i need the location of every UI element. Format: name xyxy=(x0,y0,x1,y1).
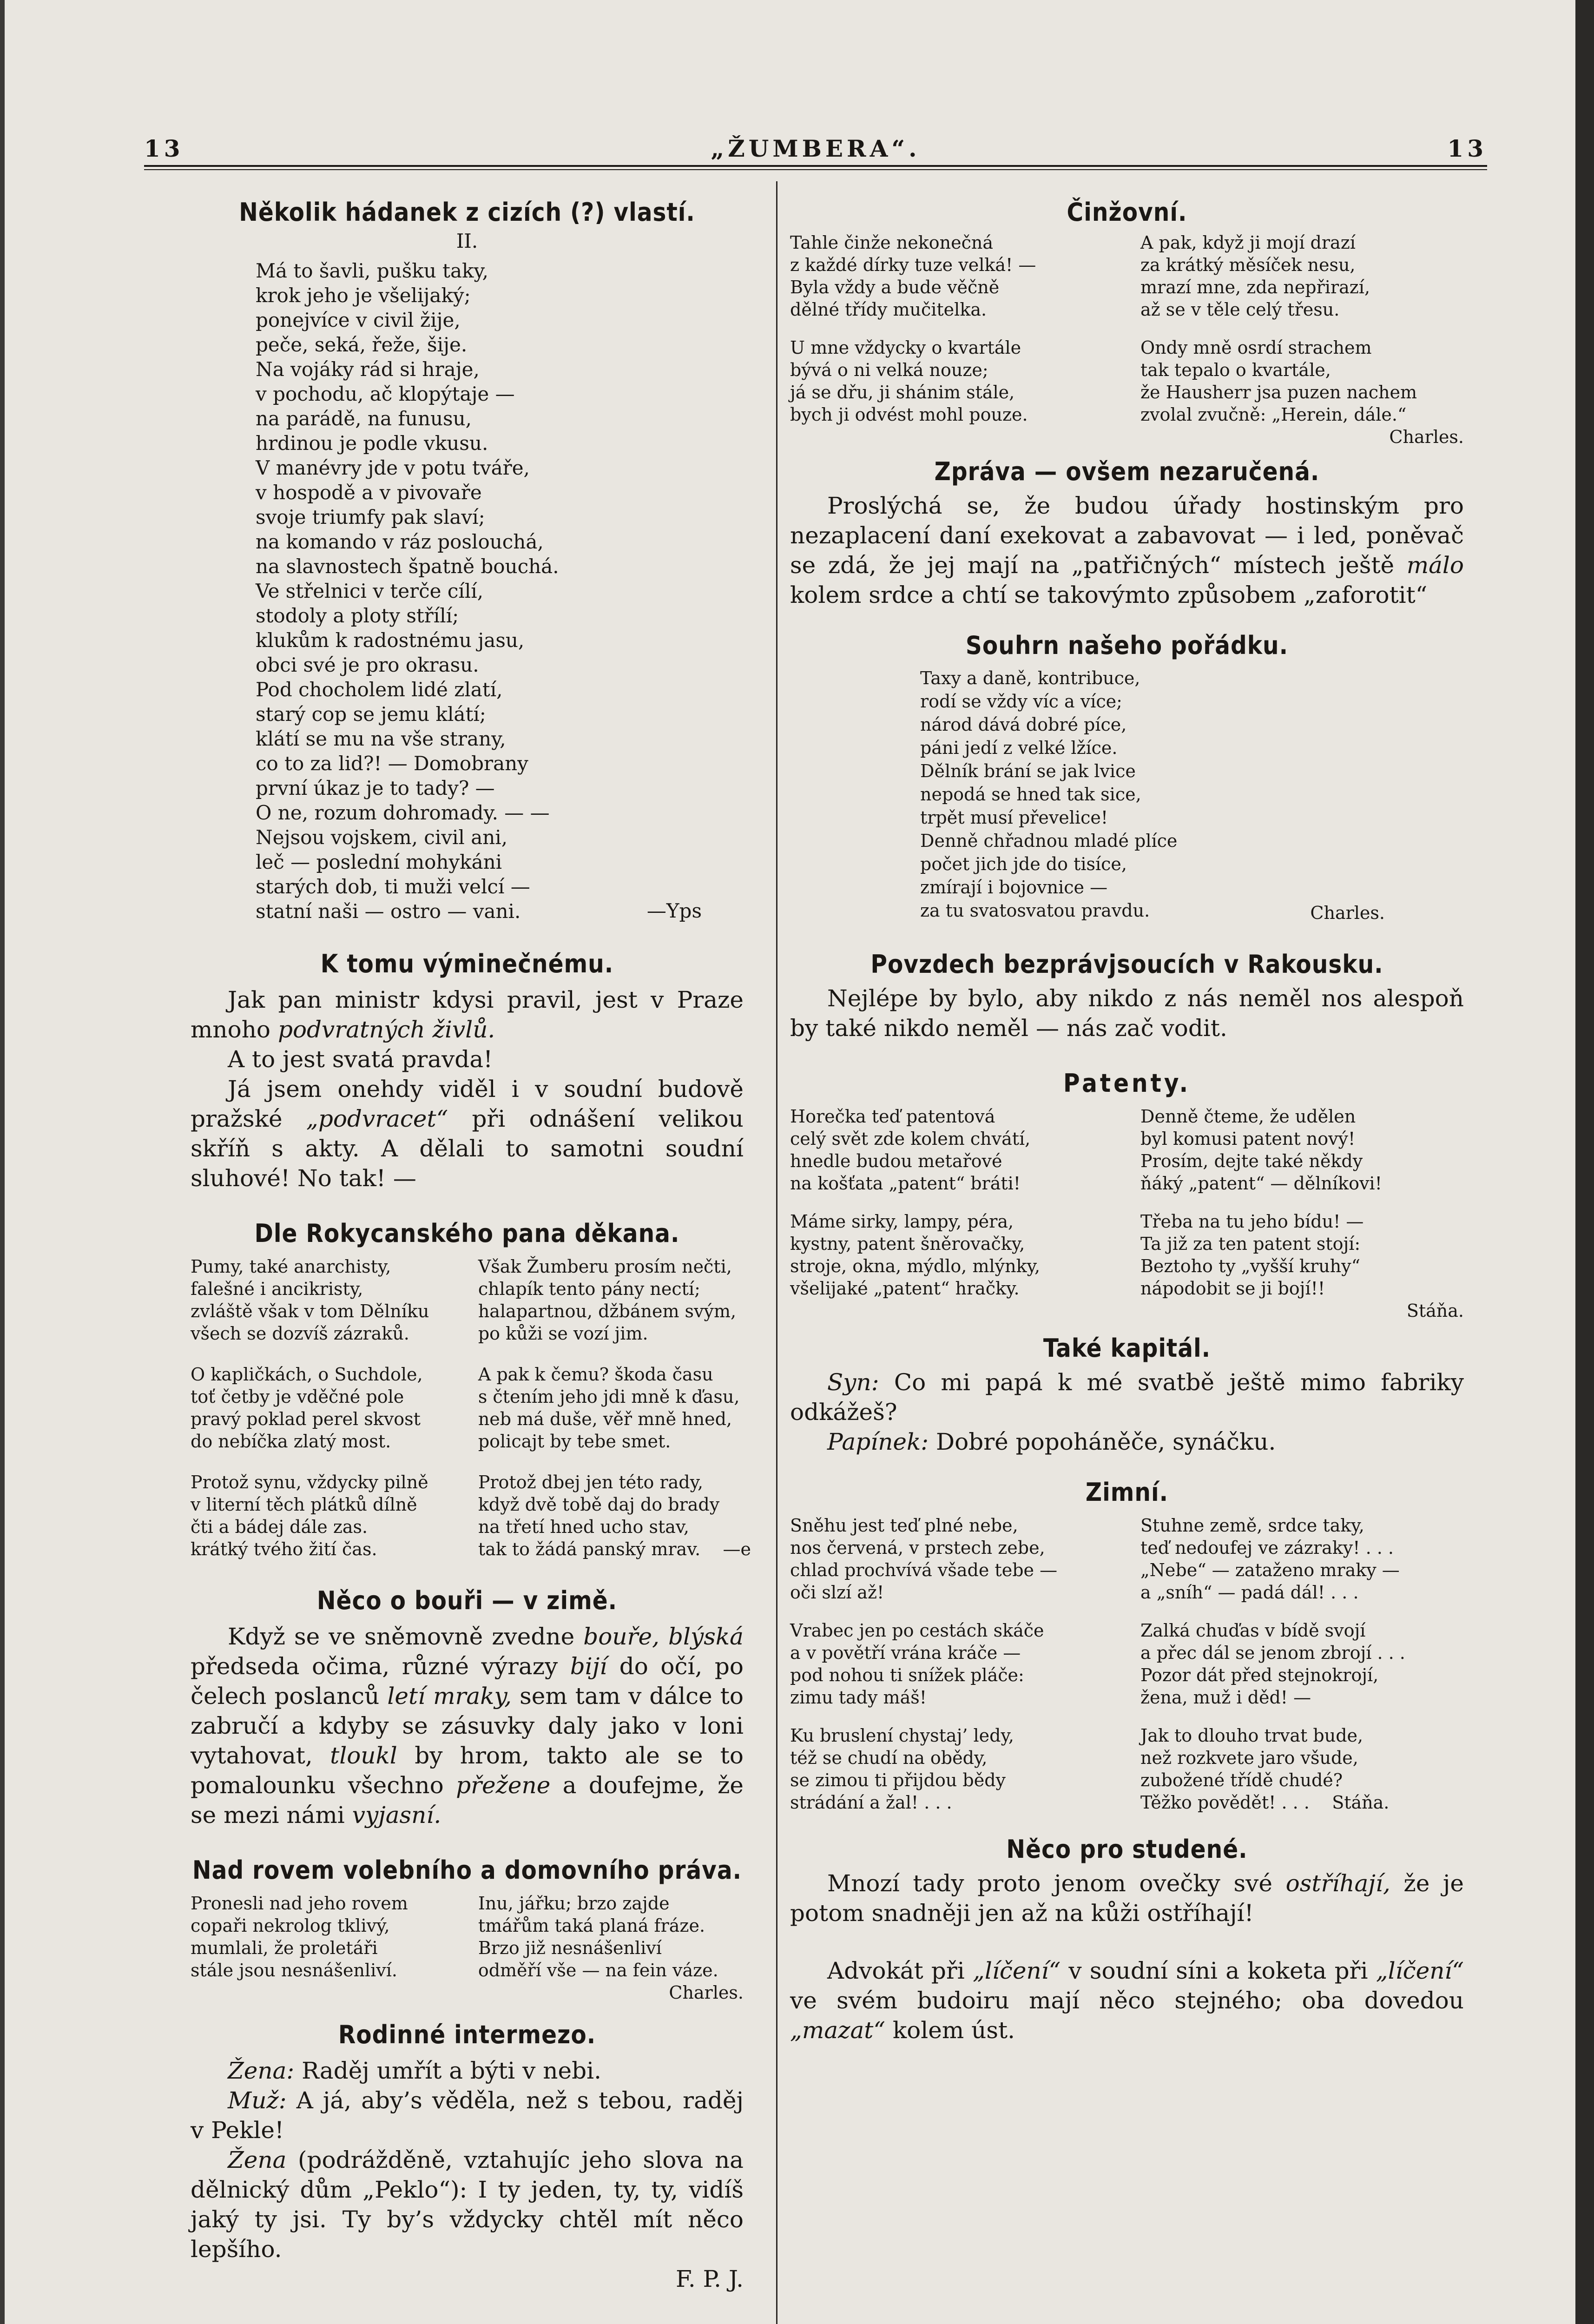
kapital-line-1 xyxy=(790,1367,1464,1427)
patenty-section xyxy=(790,1071,1464,1322)
text: Když se ve sněmovně zvedne xyxy=(228,1623,575,1650)
poem-line: celý svět zde kolem chvátí, xyxy=(790,1129,1031,1149)
poem-right xyxy=(1140,1514,1464,1814)
volebni-title: Nad rovem volebního a domovního práva. xyxy=(192,1855,742,1885)
poem-right xyxy=(478,1255,751,1560)
poem-line: Pozor dát před stejnokrojí, xyxy=(1140,1665,1379,1685)
text: Dobré popoháněče, synáčku. xyxy=(936,1428,1276,1455)
poem-line: O ne, rozum dohromady. — — xyxy=(256,801,550,824)
poem-line: policajt by tebe smet. xyxy=(478,1431,671,1452)
poem-line: rodí se vždy víc a více; xyxy=(920,691,1122,712)
intermezo-section xyxy=(191,2022,744,2294)
poem-line: všech se dozvíš zázraků. xyxy=(191,1323,409,1344)
poem-line: copaři nekrolog tklivý, xyxy=(191,1915,390,1936)
poem-line: za krátký měsíček nesu, xyxy=(1140,255,1356,275)
stanza xyxy=(1140,231,1464,321)
poem-line: oči slzí až! xyxy=(790,1582,884,1603)
poem-left xyxy=(790,231,1113,448)
poem-line: národ dává dobré píce, xyxy=(920,714,1127,735)
souhrn-signature: Charles. xyxy=(1310,903,1385,923)
text: do očí, po čelech poslanců xyxy=(191,1653,744,1710)
poem-line: Ondy mně osrdí strachem xyxy=(1140,337,1372,358)
vyminecnemu-section xyxy=(191,951,744,1193)
poem-line: klátí se mu na vše strany, xyxy=(256,727,506,750)
poem-line: nápodobit se ji bojí!! xyxy=(1140,1278,1325,1299)
vyminecnemu-p3 xyxy=(191,1074,744,1193)
poem-line: po kůži se vozí jim. xyxy=(478,1323,648,1344)
poem-line: mrazí mne, zda nepřirazí, xyxy=(1140,277,1370,297)
poem-line: do nebíčka zlatý most. xyxy=(191,1431,391,1452)
cinzovni-section xyxy=(790,200,1464,448)
poem-line: Ve střelnici v terče cílí, xyxy=(256,580,484,602)
poem-line: čti a bádej dále zas. xyxy=(191,1517,368,1537)
poem-line: ponejvíce v civil žije, xyxy=(256,309,461,331)
poem-line: V manévry jde v potu tváře, xyxy=(256,456,530,479)
speaker-label: Žena: xyxy=(228,2057,295,2084)
poem-line: tak tepalo o kvartále, xyxy=(1140,360,1331,380)
hadanky-section xyxy=(191,200,744,924)
poem-line: Pumy, také anarchisty, xyxy=(191,1256,391,1277)
intermezo-line-2 xyxy=(191,2086,744,2145)
poem-line: Pronesli nad jeho rovem xyxy=(191,1893,408,1914)
rokycansky-title: Dle Rokycanského pana děkana. xyxy=(254,1219,680,1248)
poem-line: statní naši — ostro — vani. xyxy=(256,900,521,923)
poem-line: hrdinou je podle vkusu. xyxy=(256,432,488,455)
poem-line: v pochodu, ač klopýtaje — xyxy=(256,383,515,405)
poem-line: Horečka teď patentová xyxy=(790,1106,995,1127)
zimni-title: Zimní. xyxy=(1085,1478,1169,1507)
text: v soudní síni a koketa při xyxy=(1068,1957,1368,1984)
poem-line: kystny, patent šněrovačky, xyxy=(790,1234,1025,1254)
poem-line: za tu svatosvatou pravdu. xyxy=(920,900,1150,921)
poem-line: chlapík tento pány nectí; xyxy=(478,1279,700,1299)
poem-line: falešné i ancikristy, xyxy=(191,1279,363,1299)
page-number-left: 13 xyxy=(144,135,184,162)
text: A já, aby’s věděla, než s tebou, raděj v Pekle! xyxy=(191,2087,744,2144)
italic-text: vyjasní. xyxy=(352,1802,441,1829)
poem-line: bych ji odvést mohl pouze. xyxy=(790,404,1028,425)
zimni-poem xyxy=(790,1514,1464,1814)
poem-left xyxy=(790,1105,1113,1322)
poem-line: pravý poklad perel skvost xyxy=(191,1409,421,1429)
poem-line: Má to šavli, pušku taky, xyxy=(256,259,489,282)
souhrn-poem xyxy=(920,667,1464,922)
poem-line: zmírají i bojovnice — xyxy=(920,877,1108,898)
intermezo-line-3 xyxy=(191,2145,744,2264)
stanza xyxy=(191,1363,456,1452)
text: Raděj umřít a býti v nebi. xyxy=(302,2057,601,2084)
volebni-signature: Charles. xyxy=(669,1982,744,2003)
zimni-section xyxy=(790,1480,1464,1814)
masthead-title: „ŽUMBERA“. xyxy=(711,135,921,162)
poem-line: též se chudí na obědy, xyxy=(790,1748,988,1768)
vyminecnemu-p2: A to jest svatá pravda! xyxy=(228,1046,493,1073)
page-number-right: 13 xyxy=(1447,135,1487,162)
cinzovni-title: Činžovní. xyxy=(1067,198,1187,227)
poem-line: Sněhu jest teď plné nebe, xyxy=(790,1515,1018,1536)
povzdech-title: Povzdech bezprávjsoucích v Rakousku. xyxy=(870,950,1383,979)
kapital-title: Také kapitál. xyxy=(1043,1334,1211,1363)
poem-line: svoje triumfy pak slaví; xyxy=(256,506,485,528)
stanza xyxy=(478,1363,744,1452)
poem-line: leč — poslední mohykáni xyxy=(256,851,502,873)
poem-line: hnedle budou metařové xyxy=(790,1151,1002,1171)
poem-line: pod nohou ti snížek pláče: xyxy=(790,1665,1024,1685)
poem-line: co to za lid?! — Domobrany xyxy=(256,752,528,775)
souhrn-title: Souhrn našeho pořádku. xyxy=(965,631,1289,660)
poem-line: nos červená, v prstech zebe, xyxy=(790,1538,1045,1558)
scan-edge xyxy=(1575,0,1594,2324)
kapital-line-2 xyxy=(790,1427,1464,1457)
italic-text: tloukl xyxy=(330,1742,397,1769)
poem-line: v literní těch plátků dílně xyxy=(191,1494,417,1515)
poem-line: Vrabec jen po cestách skáče xyxy=(790,1620,1044,1641)
studene-section xyxy=(790,1837,1464,1928)
poem-line: Stuhne země, srdce taky, xyxy=(1140,1515,1364,1536)
stanza xyxy=(1140,1514,1464,1604)
text: a doufejme, že se mezi námi xyxy=(191,1772,744,1829)
poem-line: neb má duše, věř mně hned, xyxy=(478,1409,732,1429)
italic-text: „líčení“ xyxy=(1376,1957,1464,1984)
poem-line: obci své je pro okrasu. xyxy=(256,654,479,676)
text: Já jsem onehdy viděl i v soudní budově pražské xyxy=(191,1076,744,1132)
stanza xyxy=(1140,1619,1464,1709)
poem-line: první úkaz je to tady? — xyxy=(256,777,495,799)
poem-line: Denně chřadnou mladé plíce xyxy=(920,831,1178,851)
italic-text: podvratných živlů. xyxy=(277,1016,495,1043)
stanza xyxy=(478,1255,744,1345)
poem-line: Tahle činže nekonečná xyxy=(790,232,993,253)
poem-line: zubožené třídě chudé? xyxy=(1140,1770,1343,1790)
patenty-poem xyxy=(790,1105,1464,1322)
poem-line: halapartnou, džbánem svým, xyxy=(478,1301,737,1321)
poem-line: starých dob, ti muži velcí — xyxy=(256,875,530,898)
poem-line: teď nedoufej ve zázraky! . . . xyxy=(1140,1538,1394,1558)
stanza xyxy=(790,1514,1113,1604)
poem-line: stroje, okna, mýdlo, mlýnky, xyxy=(790,1256,1041,1276)
poem-left xyxy=(191,1255,456,1560)
poem-line: klukům k radostnému jasu, xyxy=(256,629,525,652)
poem-line: Nejsou vojskem, civil ani, xyxy=(256,826,508,849)
zprava-title: Zpráva — ovšem nezaručená. xyxy=(934,457,1320,486)
poem-line: Inu, jářku; brzo zajde xyxy=(478,1893,670,1914)
poem-line: Máme sirky, lampy, péra, xyxy=(790,1211,1014,1232)
poem-line: Pod chocholem lidé zlatí, xyxy=(256,678,503,701)
italic-text: přežene xyxy=(456,1772,551,1799)
poem-line: A pak k čemu? škoda času xyxy=(478,1364,713,1385)
studene-title: Něco pro studené. xyxy=(1006,1835,1248,1864)
text: sem tam v dálce to zabručí a kdyby se zásuvky daly jako v loni vytahovat, xyxy=(191,1683,744,1769)
hadanky-signature: —Yps xyxy=(646,899,702,922)
stanza xyxy=(1140,1210,1464,1300)
italic-text: „podvracet“ xyxy=(306,1105,448,1132)
poem-line: Beztoho ty „vyšší kruhy“ xyxy=(1140,1256,1361,1276)
volebni-section xyxy=(191,1855,744,2004)
poem-line: zimu tady máš! xyxy=(790,1687,927,1708)
poem-line: O kapličkách, o Suchdole, xyxy=(191,1364,423,1385)
poem-line: Protož dbej jen této rady, xyxy=(478,1472,704,1492)
poem-line: Protož synu, vždycky pilně xyxy=(191,1472,428,1492)
poem-line: krok jeho je všelijaký; xyxy=(256,284,471,307)
poem-right xyxy=(1140,231,1464,448)
poem-line: a „sníh“ — padá dál! . . . xyxy=(1140,1582,1359,1603)
stanza xyxy=(1140,337,1464,426)
poem-line: nepodá se hned tak sice, xyxy=(920,784,1141,805)
poem-line: toť četby je vděčné pole xyxy=(191,1386,404,1407)
poem-line: peče, seká, řeže, šije. xyxy=(256,333,468,356)
italic-text: málo xyxy=(1406,552,1464,579)
stanza xyxy=(790,231,1113,321)
volebni-poem xyxy=(191,1892,744,1981)
poem-line: Byla vždy a bude věčně xyxy=(790,277,1000,297)
vyminecnemu-title: K tomu výminečnému. xyxy=(320,949,614,978)
poem-left xyxy=(191,1892,456,1981)
poem-right xyxy=(1140,1105,1464,1322)
studene-paragraph xyxy=(790,1868,1464,1928)
text: Advokát při xyxy=(827,1957,965,1984)
hadanky-title: Několik hádanek z cizích (?) vlastí. xyxy=(239,198,695,227)
text: že je potom snadněji jen až na kůži ostříhají! xyxy=(790,1870,1464,1927)
poem-line: tak to žádá panský mrav. —e xyxy=(478,1539,751,1559)
poem-line: starý cop se jemu klátí; xyxy=(256,703,486,726)
poem-line: počet jich jde do tisíce, xyxy=(920,854,1127,874)
bouri-section xyxy=(191,1588,744,1830)
rokycansky-section xyxy=(191,1219,751,1560)
poem-line: stále jsou nesnášenliví. xyxy=(191,1960,397,1981)
poem-line: než rozkvete jaro všude, xyxy=(1140,1748,1358,1768)
italic-text: ostříhají, xyxy=(1285,1870,1390,1897)
advokat-paragraph xyxy=(790,1956,1464,2045)
poem-line: tmářům taká planá fráze. xyxy=(478,1915,705,1936)
poem-line: Však Žumberu prosím nečti, xyxy=(478,1256,732,1277)
zprava-paragraph xyxy=(790,491,1464,610)
poem-line: dělné třídy mučitelka. xyxy=(790,299,987,320)
intermezo-signature: F. P. J. xyxy=(675,2265,744,2292)
poem-line: Zalká chuďas v bídě svojí xyxy=(1140,1620,1366,1641)
poem-line: na košťata „patent“ bráti! xyxy=(790,1173,1021,1194)
bouri-paragraph xyxy=(191,1622,744,1830)
text: (podrážděně, vztahujíc jeho slova na dělnický dům „Peklo“): I ty jeden, ty, ty, vidíš jaký ty jsi. Ty by’s vždycky chtěl mít něco lepšího. xyxy=(191,2146,744,2263)
poem-line: byl komusi patent nový! xyxy=(1140,1129,1356,1149)
stanza xyxy=(191,1255,456,1345)
poem-line: v hospodě a v pivovaře xyxy=(256,481,482,504)
speaker-label: Žena xyxy=(228,2146,287,2173)
poem-line: až se v těle celý třesu. xyxy=(1140,299,1340,320)
speaker-label: Papínek: xyxy=(827,1428,929,1455)
stanza xyxy=(790,1724,1113,1814)
poem-line: Třeba na tu jeho bídu! — xyxy=(1140,1211,1364,1232)
left-column xyxy=(191,198,751,2294)
column-divider xyxy=(776,181,777,2324)
italic-text: „líčení“ xyxy=(972,1957,1061,1984)
poem-line: na třetí hned ucho stav, xyxy=(478,1517,689,1537)
poem-line: ňáký „patent“ — dělníkovi! xyxy=(1140,1173,1382,1194)
poem-line: páni jedí z velké lžíce. xyxy=(920,738,1118,758)
poem-line: z každé dírky tuze velká! — xyxy=(790,255,1036,275)
poem-line: odměří vše — na fein váze. xyxy=(478,1960,718,1981)
italic-text: bouře, xyxy=(583,1623,659,1650)
poem-line: mumlali, že proletáři xyxy=(191,1938,378,1958)
poem-line: Ku bruslení chystaj’ ledy, xyxy=(790,1725,1014,1746)
header-rule xyxy=(144,165,1487,167)
poem-line: bývá o ni velká nouze; xyxy=(790,360,988,380)
poem-line: Taxy a daně, kontribuce, xyxy=(920,668,1140,688)
poem-line: stodoly a ploty střílí; xyxy=(256,604,459,627)
poem-line: na komando v ráz poslouchá, xyxy=(256,530,544,553)
povzdech-section xyxy=(790,952,1464,1043)
patenty-title: Patenty. xyxy=(1063,1069,1191,1098)
poem-line: já se dřu, ji shánim stále, xyxy=(790,382,1015,403)
zprava-section xyxy=(790,459,1464,610)
poem-line: když dvě tobě daj do brady xyxy=(478,1494,720,1515)
text: kolem srdce a chtí se takovýmto způsobem „zaforotit“ xyxy=(790,581,1428,608)
patenty-signature: Stáňa. xyxy=(1406,1301,1464,1321)
poem-line: na parádě, na funusu, xyxy=(256,407,472,430)
rokycansky-poem xyxy=(191,1255,751,1560)
poem-line: Denně čteme, že udělen xyxy=(1140,1106,1356,1127)
text: by hrom, takto ale se to pomalounku všechno xyxy=(191,1742,744,1799)
intermezo-title: Rodinné intermezo. xyxy=(338,2020,596,2049)
hadanky-number: II. xyxy=(456,230,478,252)
poem-line: trpět musí převelice! xyxy=(920,807,1108,828)
poem-right xyxy=(478,1892,744,1981)
poem-line: a přec dál se jenom zbrojí . . . xyxy=(1140,1643,1405,1663)
cinzovni-poem xyxy=(790,231,1464,448)
poem-line: „Nebe“ — zataženo mraky — xyxy=(1140,1560,1400,1580)
poem-line: Ta již za ten patent stojí: xyxy=(1140,1234,1361,1254)
text: při odnášení velikou skříň s akty. A dělali to samotni soudní sluhové! No tak! — xyxy=(191,1105,744,1192)
text: předseda očima, různé výrazy xyxy=(191,1653,558,1680)
poem-left xyxy=(790,1514,1113,1814)
newspaper-page xyxy=(5,0,1575,2324)
stanza xyxy=(790,1210,1113,1300)
advokat-section xyxy=(790,1956,1464,2045)
italic-text: letí mraky, xyxy=(387,1683,512,1710)
text: Co mi papá k mé svatbě ještě mimo fabriky odkážeš? xyxy=(790,1369,1464,1426)
poem-line: s čtením jeho jdi mně k ďasu, xyxy=(478,1386,740,1407)
vyminecnemu-p1 xyxy=(191,985,744,1044)
poem-line: zvláště však v tom Dělníku xyxy=(191,1301,429,1321)
text: Mnozí tady proto jenom ovečky své xyxy=(827,1870,1272,1897)
text: Jak pan ministr kdysi pravil, jest v Praze mnoho xyxy=(191,986,744,1043)
stanza xyxy=(1140,1105,1464,1195)
stanza xyxy=(1140,1724,1464,1814)
speaker-label: Syn: xyxy=(827,1369,879,1396)
text: kolem úst. xyxy=(892,2017,1015,2044)
italic-text: blýská xyxy=(668,1623,744,1650)
bouri-title: Něco o bouři — v zimě. xyxy=(316,1586,618,1615)
right-column xyxy=(790,200,1464,2045)
poem-line: že Hausherr jsa puzen nachem xyxy=(1140,382,1417,403)
poem-line: strádání a žal! . . . xyxy=(790,1792,952,1813)
kapital-section xyxy=(790,1336,1464,1457)
stanza xyxy=(478,1471,751,1560)
poem-line: se zimou ti přijdou bědy xyxy=(790,1770,1006,1790)
italic-text: bijí xyxy=(570,1653,607,1680)
speaker-label: Muž: xyxy=(228,2087,287,2114)
stanza xyxy=(790,1619,1113,1709)
poem-line: A pak, když ji mojí drazí xyxy=(1140,232,1356,253)
cinzovni-signature: Charles. xyxy=(1389,427,1464,447)
stanza xyxy=(790,1105,1113,1195)
poem-line: chlad prochvívá všade tebe — xyxy=(790,1560,1058,1580)
poem-line: všelijaké „patent“ hračky. xyxy=(790,1278,1020,1299)
poem-line: Dělník brání se jak lvice xyxy=(920,761,1136,781)
italic-text: „mazat“ xyxy=(790,2017,885,2044)
poem-line: Na vojáky rád si hraje, xyxy=(256,358,480,381)
souhrn-section xyxy=(790,633,1464,924)
povzdech-paragraph: Nejlépe by bylo, aby nikdo z nás neměl nos alespoň by také nikdo neměl — nás zač vodit. xyxy=(790,985,1464,1042)
hadanky-poem xyxy=(256,258,744,924)
poem-line: U mne vždycky o kvartále xyxy=(790,337,1021,358)
stanza xyxy=(191,1471,456,1560)
poem-line: a v povětří vrána kráče — xyxy=(790,1643,1021,1663)
text: ve svém budoiru mají něco stejného; oba dovedou xyxy=(790,1987,1464,2014)
poem-line: zvolal zvučně: „Herein, dále.“ xyxy=(1140,404,1407,425)
poem-line: krátký tvého žití čas. xyxy=(191,1539,377,1559)
poem-line: na slavnostech špatně bouchá. xyxy=(256,555,559,578)
poem-line: Jak to dlouho trvat bude, xyxy=(1140,1725,1363,1746)
poem-line: Brzo již nesnášenliví xyxy=(478,1938,662,1958)
header-rule-thin xyxy=(144,169,1487,170)
poem-line: Těžko povědět! . . . Stáňa. xyxy=(1140,1792,1390,1813)
poem-line: žena, muž i děd! — xyxy=(1140,1687,1311,1708)
stanza xyxy=(790,337,1113,426)
text: Proslýchá se, že budou úřady hostinským pro nezaplacení daní exekovat a zabavovat — i led, poněvač se zdá, že jej mají na „patřičných“ místech ještě xyxy=(790,492,1464,579)
poem-line: Prosím, dejte také někdy xyxy=(1140,1151,1363,1171)
intermezo-line-1 xyxy=(191,2056,744,2086)
